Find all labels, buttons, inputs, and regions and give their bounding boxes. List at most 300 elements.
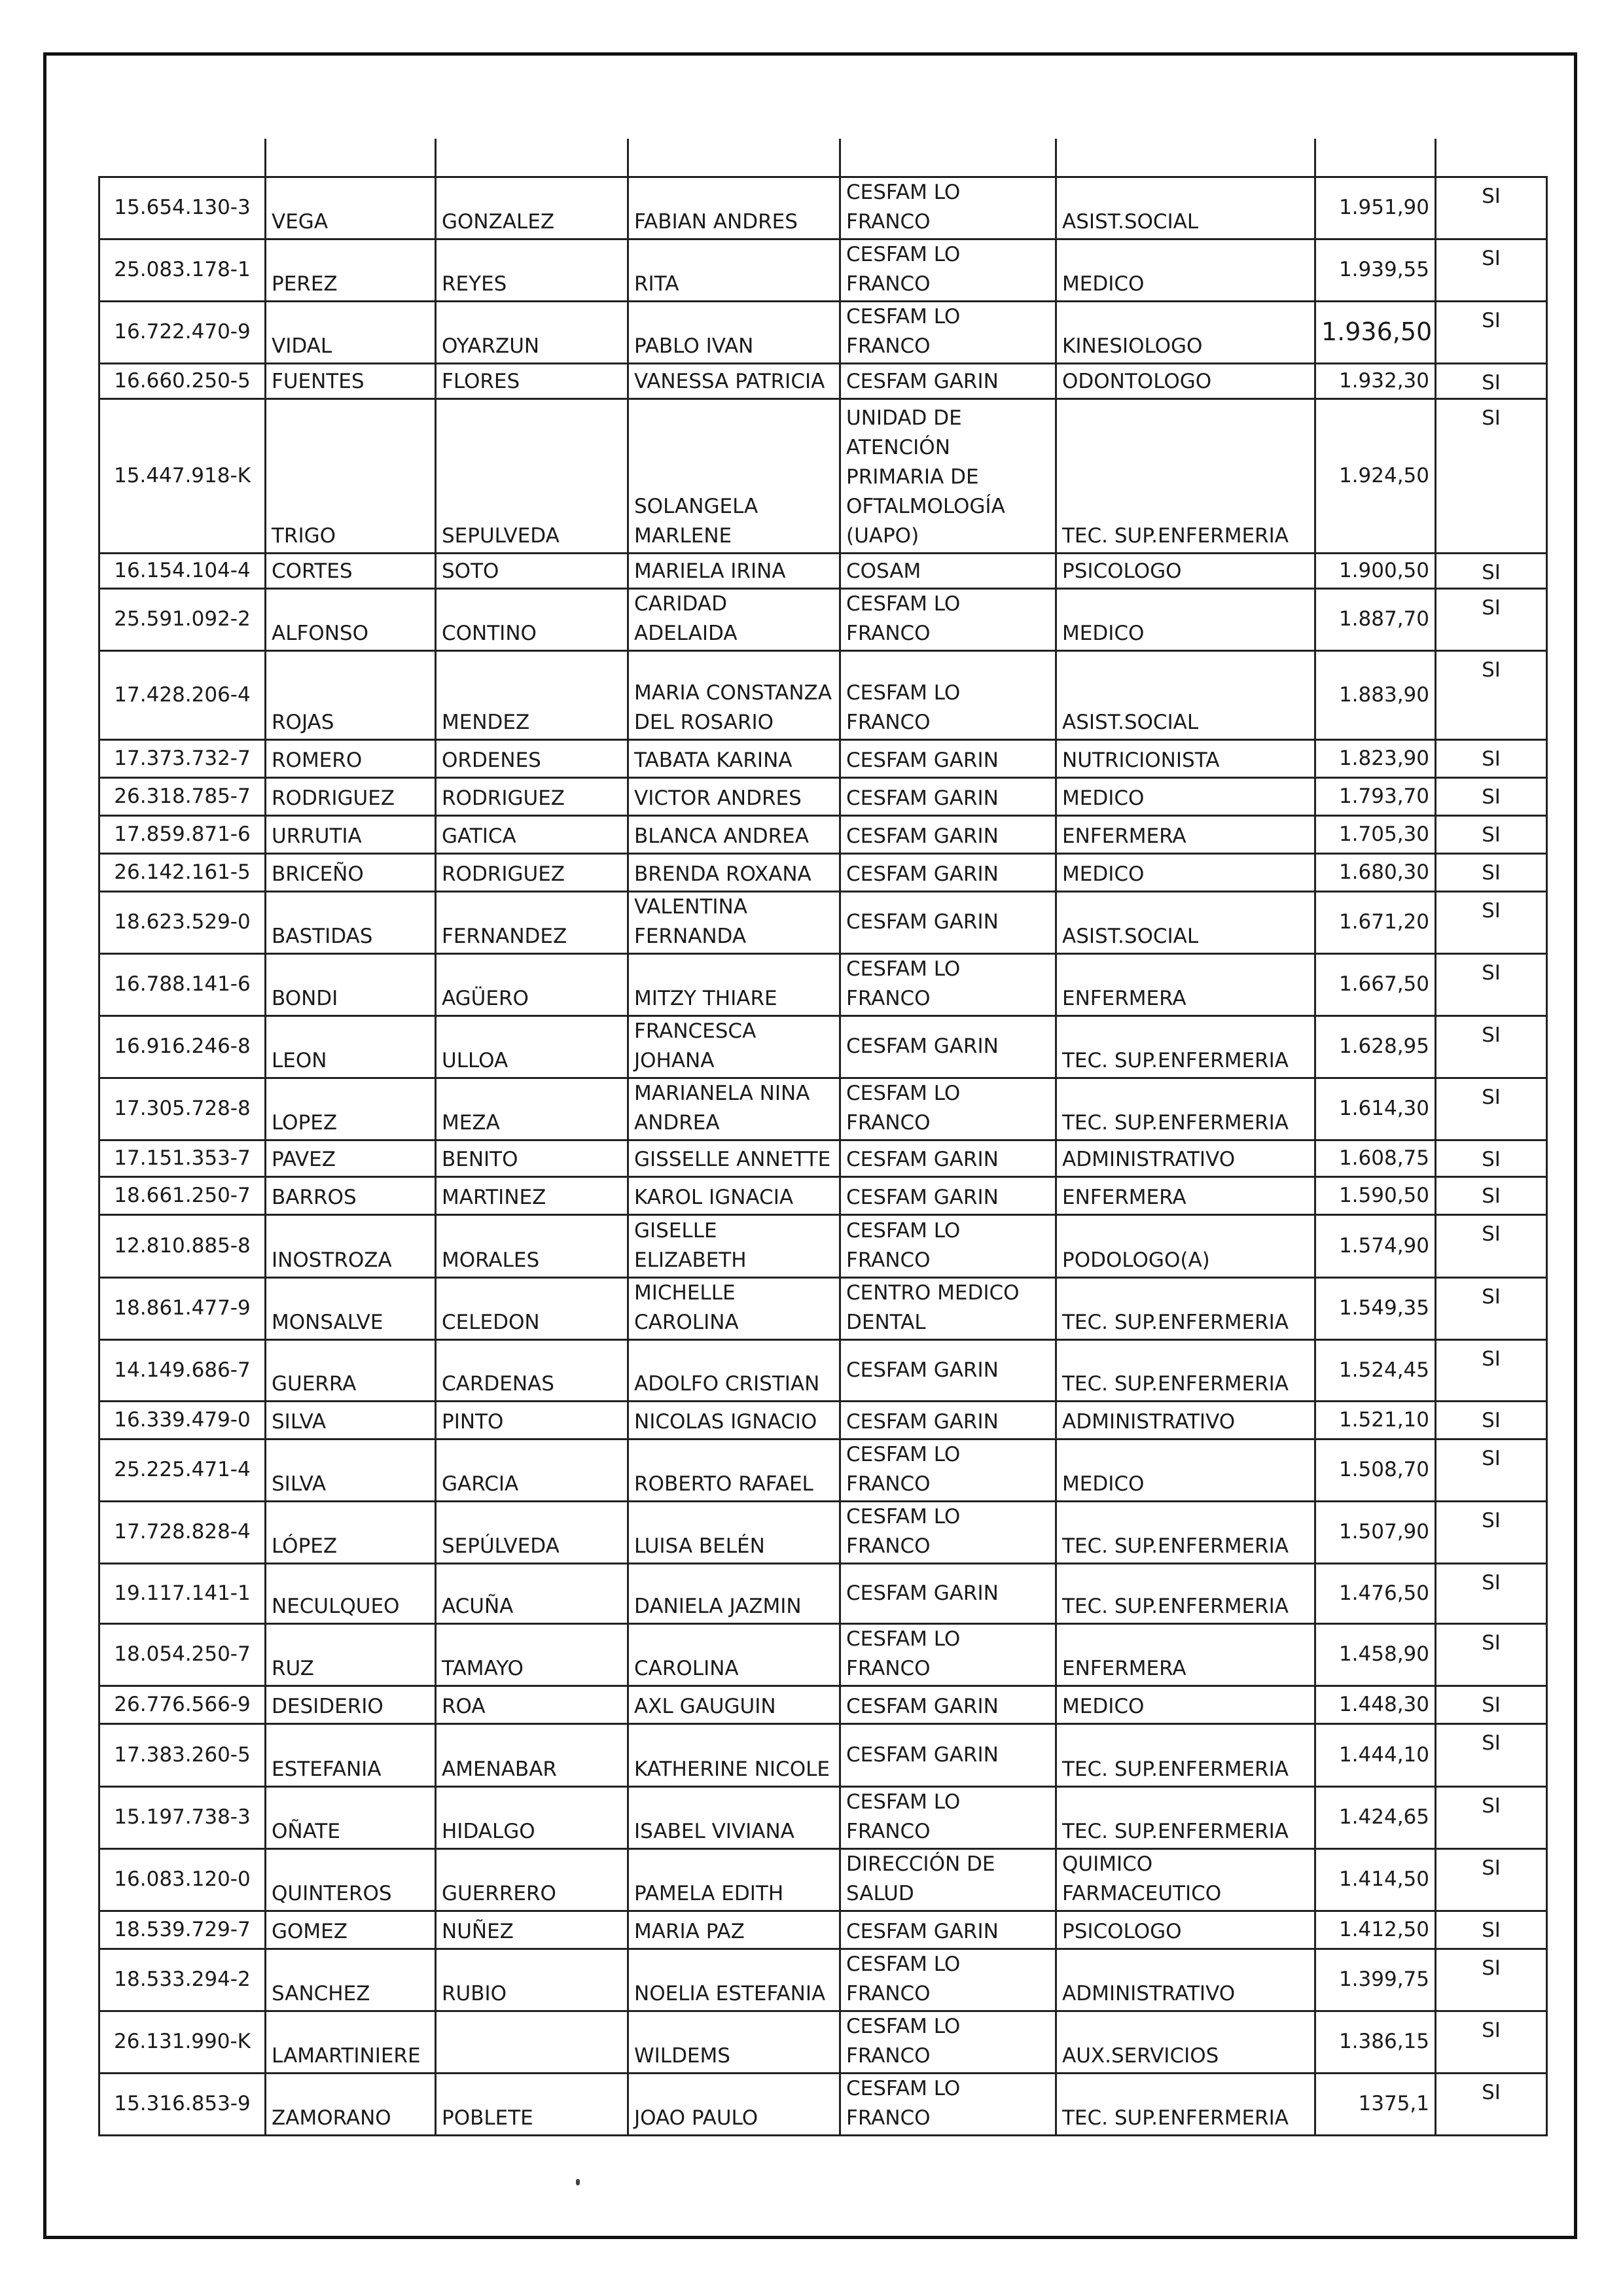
rut-cell: 15.654.130-3 (99, 177, 266, 239)
si-cell: SI (1436, 363, 1547, 398)
monto-cell: 1.823,90 (1315, 739, 1436, 777)
rut-cell: 16.916.246-8 (99, 1016, 266, 1078)
centro-cell: CENTRO MEDICO DENTAL (840, 1277, 1056, 1339)
apellido-paterno-cell: INOSTROZA (266, 1214, 436, 1277)
rut-cell: 17.428.206-4 (99, 650, 266, 739)
cargo-cell: ENFERMERA (1056, 1623, 1315, 1686)
centro-cell: CESFAM LO FRANCO (840, 1501, 1056, 1563)
nombres-cell: ADOLFO CRISTIAN (628, 1339, 840, 1401)
apellido-materno-cell: OYARZUN (436, 301, 628, 363)
table-row (99, 953, 1547, 1016)
si-cell: SI (1436, 891, 1547, 953)
apellido-materno-cell: GUERRERO (436, 1848, 628, 1911)
apellido-paterno-cell: VEGA (266, 177, 436, 239)
rut-cell: 18.054.250-7 (99, 1623, 266, 1686)
apellido-paterno-cell: QUINTEROS (266, 1848, 436, 1911)
cargo-cell: KINESIOLOGO (1056, 301, 1315, 363)
table-row (99, 1623, 1547, 1686)
rut-cell: 18.539.729-7 (99, 1911, 266, 1949)
apellido-paterno-cell: ESTEFANIA (266, 1723, 436, 1786)
centro-cell: CESFAM GARIN (840, 853, 1056, 891)
si-cell: SI (1436, 1214, 1547, 1277)
cargo-cell: ADMINISTRATIVO (1056, 1140, 1315, 1176)
rut-cell: 26.142.161-5 (99, 853, 266, 891)
table-row (99, 1786, 1547, 1848)
rut-cell: 15.316.853-9 (99, 2073, 266, 2135)
cargo-cell: ASIST.SOCIAL (1056, 177, 1315, 239)
centro-cell: CESFAM LO FRANCO (840, 2011, 1056, 2073)
centro-cell: CESFAM LO FRANCO (840, 177, 1056, 239)
apellido-materno-cell: RODRIGUEZ (436, 853, 628, 891)
si-cell: SI (1436, 1140, 1547, 1176)
si-cell: SI (1436, 1501, 1547, 1563)
si-cell: SI (1436, 777, 1547, 815)
centro-cell: CESFAM LO FRANCO (840, 1949, 1056, 2011)
scan-mark (576, 2179, 580, 2185)
cargo-cell: ADMINISTRATIVO (1056, 1949, 1315, 2011)
nombres-cell: MARIELA IRINA (628, 553, 840, 588)
apellido-paterno-cell: RUZ (266, 1623, 436, 1686)
apellido-paterno-cell: VIDAL (266, 301, 436, 363)
centro-cell: CESFAM GARIN (840, 1176, 1056, 1214)
apellido-materno-cell: AGÜERO (436, 953, 628, 1016)
si-cell: SI (1436, 177, 1547, 239)
si-cell: SI (1436, 815, 1547, 853)
monto-cell: 1.399,75 (1315, 1949, 1436, 2011)
monto-cell: 1.508,70 (1315, 1439, 1436, 1501)
apellido-materno-cell: RODRIGUEZ (436, 777, 628, 815)
apellido-materno-cell: PINTO (436, 1401, 628, 1439)
cargo-cell: MEDICO (1056, 239, 1315, 301)
nombres-cell: RITA (628, 239, 840, 301)
monto-cell: 1.444,10 (1315, 1723, 1436, 1786)
rut-cell: 26.318.785-7 (99, 777, 266, 815)
monto-cell: 1.574,90 (1315, 1214, 1436, 1277)
centro-cell: CESFAM LO FRANCO (840, 301, 1056, 363)
monto-cell: 1.628,95 (1315, 1016, 1436, 1078)
si-cell: SI (1436, 1339, 1547, 1401)
centro-cell: CESFAM LO FRANCO (840, 239, 1056, 301)
nombres-cell: MICHELLE CAROLINA (628, 1277, 840, 1339)
monto-cell: 1.524,45 (1315, 1339, 1436, 1401)
nombres-cell: FRANCESCA JOHANA (628, 1016, 840, 1078)
table-row (99, 1176, 1547, 1214)
centro-cell: DIRECCIÓN DE SALUD (840, 1848, 1056, 1911)
cargo-cell: ASIST.SOCIAL (1056, 650, 1315, 739)
nombres-cell: TABATA KARINA (628, 739, 840, 777)
table-row (99, 853, 1547, 891)
si-cell: SI (1436, 239, 1547, 301)
centro-cell: CESFAM LO FRANCO (840, 1786, 1056, 1848)
si-cell: SI (1436, 1911, 1547, 1949)
si-cell: SI (1436, 1686, 1547, 1723)
rut-cell: 16.339.479-0 (99, 1401, 266, 1439)
si-cell: SI (1436, 1786, 1547, 1848)
monto-cell: 1.939,55 (1315, 239, 1436, 301)
cargo-cell: ADMINISTRATIVO (1056, 1401, 1315, 1439)
apellido-paterno-cell: MONSALVE (266, 1277, 436, 1339)
apellido-paterno-cell: ZAMORANO (266, 2073, 436, 2135)
si-cell: SI (1436, 1439, 1547, 1501)
monto-cell: 1.671,20 (1315, 891, 1436, 953)
table-row (99, 363, 1547, 398)
apellido-materno-cell: MENDEZ (436, 650, 628, 739)
cargo-cell: MEDICO (1056, 1686, 1315, 1723)
apellido-paterno-cell: SILVA (266, 1401, 436, 1439)
monto-cell: 1.476,50 (1315, 1563, 1436, 1623)
centro-cell: COSAM (840, 553, 1056, 588)
apellido-materno-cell: GONZALEZ (436, 177, 628, 239)
rut-cell: 18.861.477-9 (99, 1277, 266, 1339)
monto-cell: 1.951,90 (1315, 177, 1436, 239)
apellido-materno-cell: ROA (436, 1686, 628, 1723)
nombres-cell: WILDEMS (628, 2011, 840, 2073)
apellido-paterno-cell: LEON (266, 1016, 436, 1078)
nombres-cell: BRENDA ROXANA (628, 853, 840, 891)
apellido-materno-cell: SOTO (436, 553, 628, 588)
rut-cell: 18.623.529-0 (99, 891, 266, 953)
centro-cell: CESFAM GARIN (840, 1686, 1056, 1723)
si-cell: SI (1436, 1623, 1547, 1686)
si-cell: SI (1436, 553, 1547, 588)
si-cell: SI (1436, 1563, 1547, 1623)
monto-cell: 1.705,30 (1315, 815, 1436, 853)
apellido-materno-cell: TAMAYO (436, 1623, 628, 1686)
monto-cell: 1.793,70 (1315, 777, 1436, 815)
nombres-cell: SOLANGELA MARLENE (628, 398, 840, 553)
si-cell: SI (1436, 301, 1547, 363)
apellido-materno-cell: POBLETE (436, 2073, 628, 2135)
table-row (99, 2073, 1547, 2135)
apellido-paterno-cell: FUENTES (266, 363, 436, 398)
monto-cell: 1.608,75 (1315, 1140, 1436, 1176)
nombres-cell: NICOLAS IGNACIO (628, 1401, 840, 1439)
si-cell: SI (1436, 398, 1547, 553)
apellido-materno-cell: MORALES (436, 1214, 628, 1277)
apellido-paterno-cell: ROMERO (266, 739, 436, 777)
apellido-materno-cell: MARTINEZ (436, 1176, 628, 1214)
si-cell: SI (1436, 1401, 1547, 1439)
nombres-cell: LUISA BELÉN (628, 1501, 840, 1563)
nombres-cell: MARIA PAZ (628, 1911, 840, 1949)
apellido-materno-cell: GARCIA (436, 1439, 628, 1501)
apellido-paterno-cell: PEREZ (266, 239, 436, 301)
cargo-cell: TEC. SUP.ENFERMERIA (1056, 1078, 1315, 1140)
table-row (99, 1723, 1547, 1786)
nombres-cell: CARIDAD ADELAIDA (628, 588, 840, 650)
apellido-materno-cell: CARDENAS (436, 1339, 628, 1401)
centro-cell: CESFAM LO FRANCO (840, 1439, 1056, 1501)
rut-cell: 16.083.120-0 (99, 1848, 266, 1911)
monto-cell: 1.887,70 (1315, 588, 1436, 650)
nombres-cell: KAROL IGNACIA (628, 1176, 840, 1214)
apellido-materno-cell: ORDENES (436, 739, 628, 777)
monto-cell: 1.549,35 (1315, 1277, 1436, 1339)
table-row (99, 1848, 1547, 1911)
centro-cell: CESFAM GARIN (840, 1911, 1056, 1949)
table-row (99, 1911, 1547, 1949)
si-cell: SI (1436, 1176, 1547, 1214)
rut-cell: 15.447.918-K (99, 398, 266, 553)
apellido-materno-cell: AMENABAR (436, 1723, 628, 1786)
monto-cell: 1.667,50 (1315, 953, 1436, 1016)
si-cell: SI (1436, 588, 1547, 650)
nombres-cell: MITZY THIARE (628, 953, 840, 1016)
centro-cell: UNIDAD DE ATENCIÓN PRIMARIA DE OFTALMOLOGÍA (UAPO) (840, 398, 1056, 553)
rut-cell: 17.728.828-4 (99, 1501, 266, 1563)
centro-cell: CESFAM LO FRANCO (840, 953, 1056, 1016)
nombres-cell: CAROLINA (628, 1623, 840, 1686)
nombres-cell: VICTOR ANDRES (628, 777, 840, 815)
table-row (99, 1563, 1547, 1623)
table-row (99, 1439, 1547, 1501)
apellido-paterno-cell: BARROS (266, 1176, 436, 1214)
monto-cell: 1.936,50 (1315, 301, 1436, 363)
monto-cell: 1.900,50 (1315, 553, 1436, 588)
centro-cell: CESFAM LO FRANCO (840, 1078, 1056, 1140)
apellido-materno-cell: BENITO (436, 1140, 628, 1176)
si-cell: SI (1436, 1016, 1547, 1078)
nombres-cell: BLANCA ANDREA (628, 815, 840, 853)
apellido-paterno-cell: PAVEZ (266, 1140, 436, 1176)
rut-cell: 18.661.250-7 (99, 1176, 266, 1214)
cargo-cell: TEC. SUP.ENFERMERIA (1056, 1277, 1315, 1339)
rut-cell: 25.083.178-1 (99, 239, 266, 301)
monto-cell: 1.680,30 (1315, 853, 1436, 891)
apellido-paterno-cell: LÓPEZ (266, 1501, 436, 1563)
cargo-cell: TEC. SUP.ENFERMERIA (1056, 1339, 1315, 1401)
apellido-materno-cell: CELEDON (436, 1277, 628, 1339)
monto-cell: 1.614,30 (1315, 1078, 1436, 1140)
centro-cell: CESFAM GARIN (840, 1401, 1056, 1439)
nombres-cell: VANESSA PATRICIA (628, 363, 840, 398)
apellido-materno-cell: ULLOA (436, 1016, 628, 1078)
si-cell: SI (1436, 1848, 1547, 1911)
table-row (99, 177, 1547, 239)
cargo-cell: TEC. SUP.ENFERMERIA (1056, 1723, 1315, 1786)
rut-cell: 25.225.471-4 (99, 1439, 266, 1501)
apellido-materno-cell: ACUÑA (436, 1563, 628, 1623)
monto-cell: 1.424,65 (1315, 1786, 1436, 1848)
table-row (99, 1949, 1547, 2011)
centro-cell: CESFAM GARIN (840, 815, 1056, 853)
apellido-paterno-cell: SANCHEZ (266, 1949, 436, 2011)
centro-cell: CESFAM LO FRANCO (840, 650, 1056, 739)
cargo-cell: AUX.SERVICIOS (1056, 2011, 1315, 2073)
monto-cell: 1.590,50 (1315, 1176, 1436, 1214)
rut-cell: 15.197.738-3 (99, 1786, 266, 1848)
si-cell: SI (1436, 650, 1547, 739)
apellido-paterno-cell: URRUTIA (266, 815, 436, 853)
cargo-cell: MEDICO (1056, 588, 1315, 650)
rut-cell: 25.591.092-2 (99, 588, 266, 650)
nombres-cell: AXL GAUGUIN (628, 1686, 840, 1723)
cargo-cell: PSICOLOGO (1056, 553, 1315, 588)
centro-cell: CESFAM GARIN (840, 1723, 1056, 1786)
rut-cell: 17.305.728-8 (99, 1078, 266, 1140)
nombres-cell: DANIELA JAZMIN (628, 1563, 840, 1623)
centro-cell: CESFAM GARIN (840, 777, 1056, 815)
si-cell: SI (1436, 1078, 1547, 1140)
apellido-paterno-cell: OÑATE (266, 1786, 436, 1848)
apellido-paterno-cell: RODRIGUEZ (266, 777, 436, 815)
monto-cell: 1.414,50 (1315, 1848, 1436, 1911)
centro-cell: CESFAM GARIN (840, 1016, 1056, 1078)
apellido-paterno-cell: TRIGO (266, 398, 436, 553)
table-row (99, 553, 1547, 588)
monto-cell: 1.458,90 (1315, 1623, 1436, 1686)
apellido-materno-cell: FERNANDEZ (436, 891, 628, 953)
si-cell: SI (1436, 1949, 1547, 2011)
apellido-materno-cell (436, 2011, 628, 2073)
cargo-cell: TEC. SUP.ENFERMERIA (1056, 1016, 1315, 1078)
rut-cell: 12.810.885-8 (99, 1214, 266, 1277)
nombres-cell: PABLO IVAN (628, 301, 840, 363)
nombres-cell: MARIANELA NINA ANDREA (628, 1078, 840, 1140)
centro-cell: CESFAM GARIN (840, 1140, 1056, 1176)
table-row (99, 588, 1547, 650)
table-row (99, 398, 1547, 553)
staff-table (98, 139, 1548, 2136)
apellido-paterno-cell: SILVA (266, 1439, 436, 1501)
apellido-materno-cell: HIDALGO (436, 1786, 628, 1848)
apellido-materno-cell: FLORES (436, 363, 628, 398)
table-row (99, 239, 1547, 301)
centro-cell: CESFAM GARIN (840, 1339, 1056, 1401)
si-cell: SI (1436, 1277, 1547, 1339)
cargo-cell: MEDICO (1056, 853, 1315, 891)
rut-cell: 19.117.141-1 (99, 1563, 266, 1623)
apellido-paterno-cell: CORTES (266, 553, 436, 588)
monto-cell: 1.448,30 (1315, 1686, 1436, 1723)
cargo-cell: MEDICO (1056, 1439, 1315, 1501)
nombres-cell: PAMELA EDITH (628, 1848, 840, 1911)
centro-cell: CESFAM LO FRANCO (840, 2073, 1056, 2135)
monto-cell: 1375,1 (1315, 2073, 1436, 2135)
apellido-materno-cell: CONTINO (436, 588, 628, 650)
table-row (99, 777, 1547, 815)
table-row (99, 891, 1547, 953)
si-cell: SI (1436, 739, 1547, 777)
cargo-cell: ASIST.SOCIAL (1056, 891, 1315, 953)
nombres-cell: VALENTINA FERNANDA (628, 891, 840, 953)
monto-cell: 1.924,50 (1315, 398, 1436, 553)
apellido-materno-cell: SEPÚLVEDA (436, 1501, 628, 1563)
table-row (99, 1501, 1547, 1563)
centro-cell: CESFAM LO FRANCO (840, 1214, 1056, 1277)
si-cell: SI (1436, 853, 1547, 891)
nombres-cell: NOELIA ESTEFANIA (628, 1949, 840, 2011)
apellido-materno-cell: NUÑEZ (436, 1911, 628, 1949)
apellido-paterno-cell: ROJAS (266, 650, 436, 739)
cargo-cell: QUIMICO FARMACEUTICO (1056, 1848, 1315, 1911)
nombres-cell: GISSELLE ANNETTE (628, 1140, 840, 1176)
cargo-cell: PSICOLOGO (1056, 1911, 1315, 1949)
apellido-materno-cell: GATICA (436, 815, 628, 853)
rut-cell: 17.859.871-6 (99, 815, 266, 853)
centro-cell: CESFAM LO FRANCO (840, 1623, 1056, 1686)
monto-cell: 1.507,90 (1315, 1501, 1436, 1563)
centro-cell: CESFAM GARIN (840, 739, 1056, 777)
si-cell: SI (1436, 1723, 1547, 1786)
table-header-row (99, 139, 1547, 177)
cargo-cell: ENFERMERA (1056, 953, 1315, 1016)
rut-cell: 14.149.686-7 (99, 1339, 266, 1401)
apellido-paterno-cell: BRICEÑO (266, 853, 436, 891)
centro-cell: CESFAM GARIN (840, 891, 1056, 953)
rut-cell: 26.131.990-K (99, 2011, 266, 2073)
nombres-cell: KATHERINE NICOLE (628, 1723, 840, 1786)
nombres-cell: GISELLE ELIZABETH (628, 1214, 840, 1277)
cargo-cell: TEC. SUP.ENFERMERIA (1056, 1563, 1315, 1623)
table-row (99, 1277, 1547, 1339)
apellido-paterno-cell: DESIDERIO (266, 1686, 436, 1723)
cargo-cell: PODOLOGO(A) (1056, 1214, 1315, 1277)
apellido-paterno-cell: LOPEZ (266, 1078, 436, 1140)
si-cell: SI (1436, 953, 1547, 1016)
apellido-paterno-cell: BASTIDAS (266, 891, 436, 953)
cargo-cell: MEDICO (1056, 777, 1315, 815)
table-row (99, 739, 1547, 777)
monto-cell: 1.521,10 (1315, 1401, 1436, 1439)
rut-cell: 17.383.260-5 (99, 1723, 266, 1786)
table-row (99, 650, 1547, 739)
apellido-paterno-cell: ALFONSO (266, 588, 436, 650)
apellido-materno-cell: MEZA (436, 1078, 628, 1140)
si-cell: SI (1436, 2073, 1547, 2135)
table-row (99, 1686, 1547, 1723)
si-cell: SI (1436, 2011, 1547, 2073)
rut-cell: 16.660.250-5 (99, 363, 266, 398)
monto-cell: 1.932,30 (1315, 363, 1436, 398)
apellido-materno-cell: RUBIO (436, 1949, 628, 2011)
table-row (99, 815, 1547, 853)
rut-cell: 16.788.141-6 (99, 953, 266, 1016)
apellido-paterno-cell: GOMEZ (266, 1911, 436, 1949)
nombres-cell: FABIAN ANDRES (628, 177, 840, 239)
rut-cell: 16.722.470-9 (99, 301, 266, 363)
apellido-paterno-cell: LAMARTINIERE (266, 2011, 436, 2073)
apellido-paterno-cell: NECULQUEO (266, 1563, 436, 1623)
rut-cell: 16.154.104-4 (99, 553, 266, 588)
rut-cell: 18.533.294-2 (99, 1949, 266, 2011)
table-row (99, 1078, 1547, 1140)
nombres-cell: ROBERTO RAFAEL (628, 1439, 840, 1501)
table-row (99, 301, 1547, 363)
cargo-cell: TEC. SUP.ENFERMERIA (1056, 1786, 1315, 1848)
rut-cell: 17.373.732-7 (99, 739, 266, 777)
monto-cell: 1.883,90 (1315, 650, 1436, 739)
centro-cell: CESFAM GARIN (840, 363, 1056, 398)
cargo-cell: TEC. SUP.ENFERMERIA (1056, 398, 1315, 553)
table-row (99, 1401, 1547, 1439)
cargo-cell: ENFERMERA (1056, 815, 1315, 853)
cargo-cell: ODONTOLOGO (1056, 363, 1315, 398)
rut-cell: 26.776.566-9 (99, 1686, 266, 1723)
apellido-materno-cell: REYES (436, 239, 628, 301)
rut-cell: 17.151.353-7 (99, 1140, 266, 1176)
centro-cell: CESFAM LO FRANCO (840, 588, 1056, 650)
cargo-cell: NUTRICIONISTA (1056, 739, 1315, 777)
monto-cell: 1.412,50 (1315, 1911, 1436, 1949)
table-row (99, 1214, 1547, 1277)
cargo-cell: ENFERMERA (1056, 1176, 1315, 1214)
monto-cell: 1.386,15 (1315, 2011, 1436, 2073)
table-row (99, 1140, 1547, 1176)
apellido-paterno-cell: GUERRA (266, 1339, 436, 1401)
table-row (99, 2011, 1547, 2073)
nombres-cell: MARIA CONSTANZA DEL ROSARIO (628, 650, 840, 739)
